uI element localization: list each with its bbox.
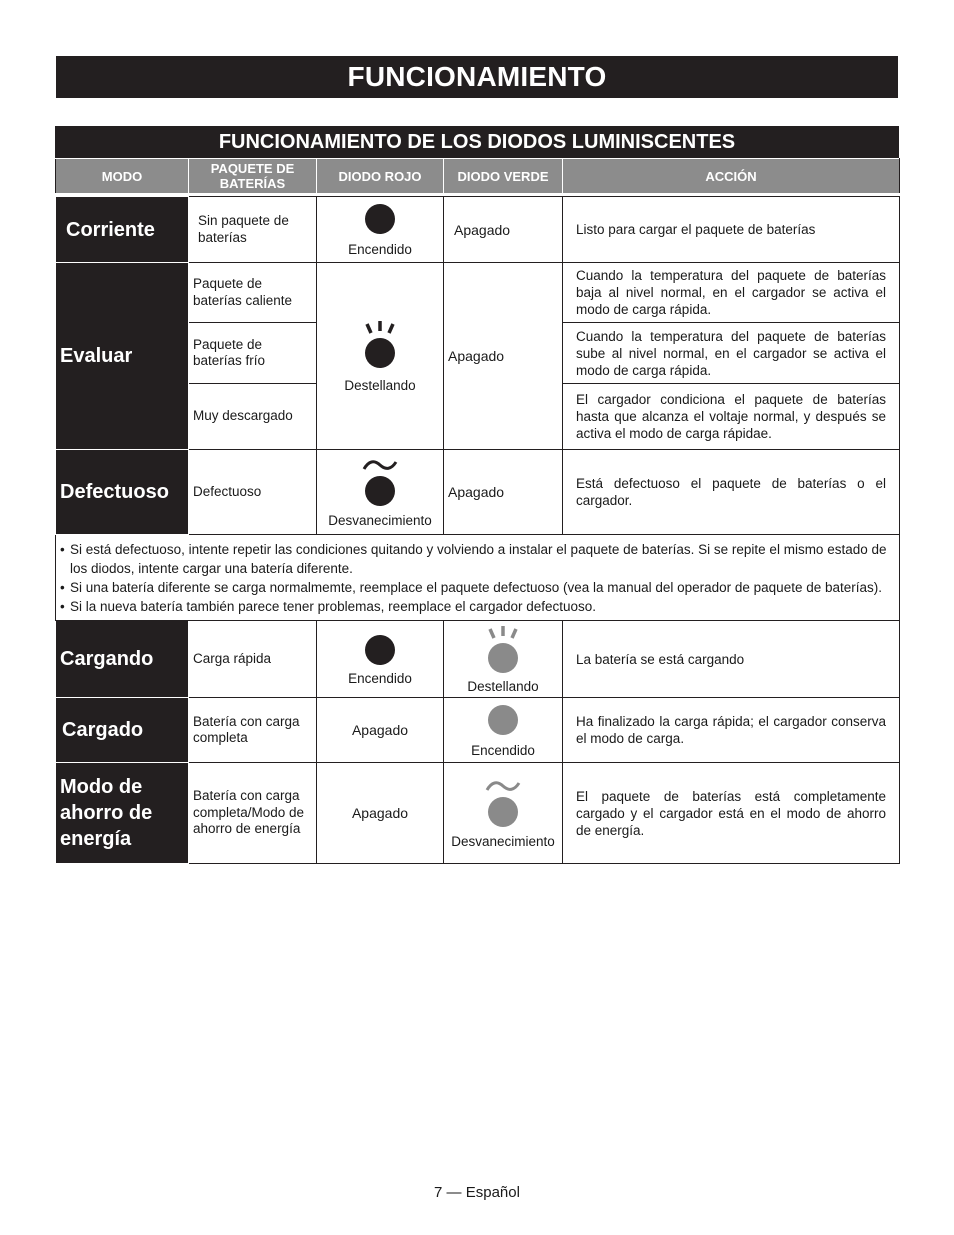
note-item: • Si una batería diferente se carga normalmemte, reemplace el paquete defectuoso (vea la manual del operador de paquete de baterías). <box>60 580 883 595</box>
pack-cell: Defectuoso <box>189 450 317 535</box>
green-led-state: Destellando <box>467 678 539 694</box>
action-cell: Está defectuoso el paquete de baterías o el cargador. <box>563 450 900 535</box>
led-status-table <box>55 158 900 864</box>
notes-cell <box>56 535 900 621</box>
action-cell: El cargador condiciona el paquete de baterías hasta que alcanza el voltaje normal, y después se activa el modo de carga rápidae. <box>563 384 900 450</box>
header-accion: ACCIÓN <box>563 159 900 194</box>
note-item: • Si la nueva batería también parece tener problemas, reemplace el cargador defectuoso. <box>60 599 597 614</box>
table-row <box>56 763 900 864</box>
green-led-cell <box>444 763 563 864</box>
pack-cell: Carga rápida <box>189 621 317 698</box>
table-row <box>56 263 900 323</box>
bullet: • <box>60 580 65 595</box>
pack-cell: Sin paquete de baterías <box>189 197 317 263</box>
action-cell: Cuando la temperatura del paquete de baterías baja al nivel normal, en el cargador se activa el modo de carga rápida. <box>563 263 900 323</box>
bullet: • <box>60 542 65 557</box>
green-led-state: Desvanecimiento <box>451 833 555 849</box>
header-rojo: DIODO ROJO <box>317 159 444 194</box>
green-led-state: Encendido <box>471 742 535 758</box>
green-led-cell <box>444 698 563 763</box>
note-item: • Si está defectuoso, intente repetir las condiciones quitando y volviendo a instalar el paquete de baterías. Si se repite el mismo estado de los diodos, intente cargar una batería diferente. <box>60 542 887 576</box>
red-led-state: Apagado <box>317 698 444 763</box>
green-led-on-icon <box>483 703 523 737</box>
action-cell: Cuando la temperatura del paquete de baterías sube al nivel normal, en el cargador se activa el modo de carga rápida. <box>563 323 900 384</box>
green-led-state: Apagado <box>444 450 563 535</box>
table-row <box>56 197 900 263</box>
mode-cargando: Cargando <box>56 621 189 698</box>
red-led-state: Encendido <box>348 670 412 686</box>
red-led-flashing-icon <box>358 320 402 370</box>
red-led-state: Apagado <box>317 763 444 864</box>
pack-cell: Paquete de baterías caliente <box>189 263 317 323</box>
red-led-state: Desvanecimiento <box>328 512 432 528</box>
red-led-state: Destellando <box>344 377 416 393</box>
green-led-state: Apagado <box>444 263 563 450</box>
table-row <box>56 621 900 698</box>
action-cell: Ha finalizado la carga rápida; el cargador conserva el modo de carga. <box>563 698 900 763</box>
mode-ahorro: Modo de ahorro de energía <box>56 763 189 864</box>
pack-cell: Paquete de baterías frío <box>189 323 317 384</box>
green-led-flashing-icon <box>481 625 525 675</box>
action-cell: El paquete de baterías está completamente cargado y el cargador está en el modo de ahorro de energía. <box>563 763 900 864</box>
red-led-fading-icon <box>358 457 402 507</box>
page-title: FUNCIONAMIENTO <box>56 56 898 98</box>
green-led-cell <box>444 621 563 698</box>
green-led-fading-icon <box>481 778 525 828</box>
pack-cell: Muy descargado <box>189 384 317 450</box>
header-modo: MODO <box>56 159 189 194</box>
red-led-state: Encendido <box>348 242 412 257</box>
red-led-cell <box>317 450 444 535</box>
header-verde: DIODO VERDE <box>444 159 563 194</box>
action-cell: Listo para cargar el paquete de baterías <box>563 197 900 263</box>
action-cell: La batería se está cargando <box>563 621 900 698</box>
mode-cargado: Cargado <box>56 698 189 763</box>
table-row <box>56 450 900 535</box>
pack-cell: Batería con carga completa <box>189 698 317 763</box>
red-led-cell <box>317 263 444 450</box>
page-footer: 7 — Español <box>434 1184 520 1201</box>
bullet: • <box>60 599 65 614</box>
red-led-cell <box>317 197 444 263</box>
pack-cell: Batería con carga completa/Modo de ahorro de energía <box>189 763 317 864</box>
notes-row <box>56 535 900 621</box>
table-row <box>56 698 900 763</box>
red-led-on-icon <box>360 633 400 667</box>
red-led-cell <box>317 621 444 698</box>
header-paquete: PAQUETE DE BATERÍAS <box>189 159 317 194</box>
green-led-state: Apagado <box>444 197 563 263</box>
mode-evaluar: Evaluar <box>56 263 189 450</box>
table-title: FUNCIONAMIENTO DE LOS DIODOS LUMINISCENTES <box>55 126 899 158</box>
led-table <box>55 126 899 864</box>
mode-defectuoso: Defectuoso <box>56 450 189 535</box>
red-led-on-icon <box>360 202 400 236</box>
mode-corriente: Corriente <box>56 197 189 263</box>
header-row <box>56 159 900 194</box>
